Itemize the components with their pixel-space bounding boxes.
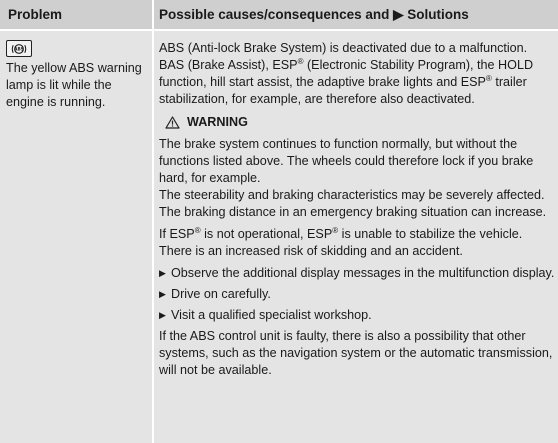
table-header [0,0,558,31]
header-solutions: Possible causes/consequences and ▶ Solutions [159,7,469,22]
list-item [159,286,555,303]
bullet-arrow-icon: ▶ [159,310,166,320]
bullet-text: Visit a qualified specialist workshop. [171,308,372,322]
bullet-text: Drive on carefully. [171,287,271,301]
abs-warning-lamp-icon [6,40,32,57]
column-divider [152,0,154,443]
bullet-arrow-icon: ▶ [159,289,166,299]
warning-heading [165,114,555,131]
solution-intro: ABS (Anti-lock Brake System) is deactivated due to a malfunction. BAS (Brake Assist), ESP® (Electronic Stability Program), the HOLD function, hill start assist, the adaptive brake lights and ESP® trailer stabilization, for example, are therefore also deactivated. [159,41,534,106]
solution-cell [159,40,555,384]
bullet-text: Observe the additional display messages in the multifunction display. [171,266,555,280]
problem-text: The yellow ABS warning lamp is lit while the engine is running. [6,61,142,109]
svg-text:ABS: ABS [14,46,24,52]
problem-cell [6,40,150,111]
warning-paragraph-2: The steerability and braking characteristics may be severely affected. The braking distance in an emergency braking situation can increase. [159,188,547,219]
warning-paragraph-3: If ESP® is not operational, ESP® is unable to stabilize the vehicle. There is an increased risk of skidding and an accident. [159,225,523,258]
warning-triangle-icon [165,116,180,129]
list-item [159,307,555,324]
warning-paragraph-1: The brake system continues to function normally, but without the functions listed above. The wheels could therefore lock if you brake hard, for example. [159,137,534,185]
closing-paragraph: If the ABS control unit is faulty, there is also a possibility that other systems, such as the navigation system or the automatic transmission, will not be available. [159,329,553,377]
warning-label: WARNING [187,115,248,129]
bullet-arrow-icon: ▶ [159,268,166,278]
header-problem: Problem [8,7,63,22]
list-item [159,265,555,282]
